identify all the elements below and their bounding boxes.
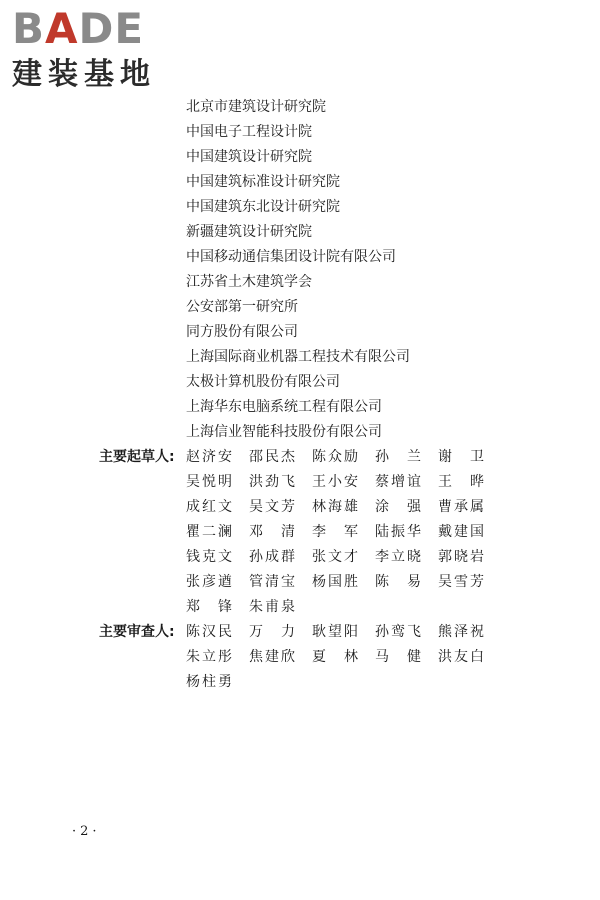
organization-item: 北京市建筑设计研究院	[186, 99, 326, 115]
person-name-text: 王晔	[438, 474, 484, 490]
person-name	[438, 545, 501, 570]
page-number: ·2·	[72, 824, 101, 839]
person-name-text: 孙鸾飞	[375, 624, 421, 640]
person-name-text: 李立晓	[375, 549, 421, 565]
logo-tagline: 建装基地	[12, 57, 156, 92]
person-name	[438, 570, 501, 595]
person-name-text: 张彦遒	[186, 574, 232, 590]
organization-item: 公安部第一研究所	[186, 299, 298, 315]
person-name-text: 戴建国	[438, 524, 484, 540]
names-group	[186, 595, 312, 620]
names-group	[186, 645, 501, 670]
person-name-text: 李军	[312, 524, 358, 540]
person-name	[249, 520, 312, 545]
person-name	[312, 645, 375, 670]
person-name	[249, 495, 312, 520]
person-name	[312, 495, 375, 520]
person-name	[375, 520, 438, 545]
person-name	[186, 645, 249, 670]
person-name-text: 吴雪芳	[438, 574, 484, 590]
person-name	[312, 520, 375, 545]
person-name	[249, 545, 312, 570]
person-name-text: 孙兰	[375, 449, 421, 465]
organization-item: 同方股份有限公司	[186, 324, 298, 340]
organization-list	[186, 95, 410, 445]
person-name-text: 陈汉民	[186, 624, 232, 640]
person-name-text: 涂强	[375, 499, 421, 515]
person-name	[375, 445, 438, 470]
person-name-text: 邓清	[249, 524, 295, 540]
person-name	[186, 595, 249, 620]
person-name	[186, 520, 249, 545]
person-name-text: 洪劲飞	[249, 474, 295, 490]
person-name-text: 张文才	[312, 549, 358, 565]
names-group	[186, 495, 501, 520]
person-name-text: 吴悦明	[186, 474, 232, 490]
person-name-text: 朱立彤	[186, 649, 232, 665]
organization-item: 中国建筑东北设计研究院	[186, 199, 340, 215]
person-name	[249, 445, 312, 470]
person-name-text: 陈众励	[312, 449, 358, 465]
person-name	[438, 645, 501, 670]
names-group	[186, 620, 501, 645]
person-name-text: 万力	[249, 624, 295, 640]
person-name-text: 赵济安	[186, 449, 232, 465]
person-name	[312, 545, 375, 570]
person-name	[249, 470, 312, 495]
names-group	[186, 570, 501, 595]
person-name-text: 朱甫泉	[249, 599, 295, 615]
names-group	[186, 445, 501, 470]
names-group	[186, 670, 249, 695]
person-name	[312, 470, 375, 495]
person-name	[249, 645, 312, 670]
person-name	[375, 645, 438, 670]
person-name	[375, 495, 438, 520]
logo-wordmark: BADE	[12, 4, 145, 53]
person-name-text: 陈易	[375, 574, 421, 590]
person-name-text: 夏林	[312, 649, 358, 665]
person-name-text: 钱克文	[186, 549, 232, 565]
person-name-text: 杨国胜	[312, 574, 358, 590]
person-name	[438, 620, 501, 645]
person-name	[438, 495, 501, 520]
person-name	[249, 570, 312, 595]
person-name-text: 马健	[375, 649, 421, 665]
person-name-text: 杨柱勇	[186, 674, 232, 690]
names-group	[186, 520, 501, 545]
person-name-text: 耿望阳	[312, 624, 358, 640]
person-name	[186, 670, 249, 695]
person-name	[312, 570, 375, 595]
person-name	[312, 620, 375, 645]
person-name-text: 孙成群	[249, 549, 295, 565]
bade-logo	[12, 6, 182, 96]
person-name	[186, 495, 249, 520]
person-name-text: 洪友白	[438, 649, 484, 665]
person-name-text: 管清宝	[249, 574, 295, 590]
person-name	[249, 595, 312, 620]
person-name-text: 王小安	[312, 474, 358, 490]
person-name	[186, 545, 249, 570]
person-name	[375, 620, 438, 645]
person-name-text: 吴文芳	[249, 499, 295, 515]
person-name-text: 成红文	[186, 499, 232, 515]
person-name	[186, 470, 249, 495]
organization-item: 中国移动通信集团设计院有限公司	[186, 249, 396, 265]
section-label: 主要审查人:	[99, 624, 175, 640]
names-group	[186, 470, 501, 495]
person-name	[438, 470, 501, 495]
organization-item: 上海华东电脑系统工程有限公司	[186, 399, 382, 415]
person-name	[186, 445, 249, 470]
organization-item: 上海信业智能科技股份有限公司	[186, 424, 382, 440]
person-name-text: 谢卫	[438, 449, 484, 465]
person-name	[312, 445, 375, 470]
organization-item: 中国建筑标准设计研究院	[186, 174, 340, 190]
organization-item: 新疆建筑设计研究院	[186, 224, 312, 240]
person-name	[438, 445, 501, 470]
person-name-text: 蔡增谊	[375, 474, 421, 490]
person-name-text: 陆振华	[375, 524, 421, 540]
section-label: 主要起草人:	[99, 449, 175, 465]
person-name	[375, 545, 438, 570]
person-name-text: 焦建欣	[249, 649, 295, 665]
organization-item: 中国电子工程设计院	[186, 124, 312, 140]
person-name	[438, 520, 501, 545]
person-name-text: 曹承属	[438, 499, 484, 515]
person-name	[249, 620, 312, 645]
person-name-text: 邵民杰	[249, 449, 295, 465]
person-name-text: 熊泽祝	[438, 624, 484, 640]
organization-item: 江苏省土木建筑学会	[186, 274, 312, 290]
person-name-text: 郑锋	[186, 599, 232, 615]
person-name	[375, 470, 438, 495]
person-name	[375, 570, 438, 595]
organization-item: 太极计算机股份有限公司	[186, 374, 340, 390]
person-name	[186, 620, 249, 645]
person-name-text: 郭晓岩	[438, 549, 484, 565]
person-name-text: 林海雄	[312, 499, 358, 515]
person-name	[186, 570, 249, 595]
organization-item: 上海国际商业机器工程技术有限公司	[186, 349, 410, 365]
names-group	[186, 545, 501, 570]
person-name-text: 瞿二澜	[186, 524, 232, 540]
organization-item: 中国建筑设计研究院	[186, 149, 312, 165]
